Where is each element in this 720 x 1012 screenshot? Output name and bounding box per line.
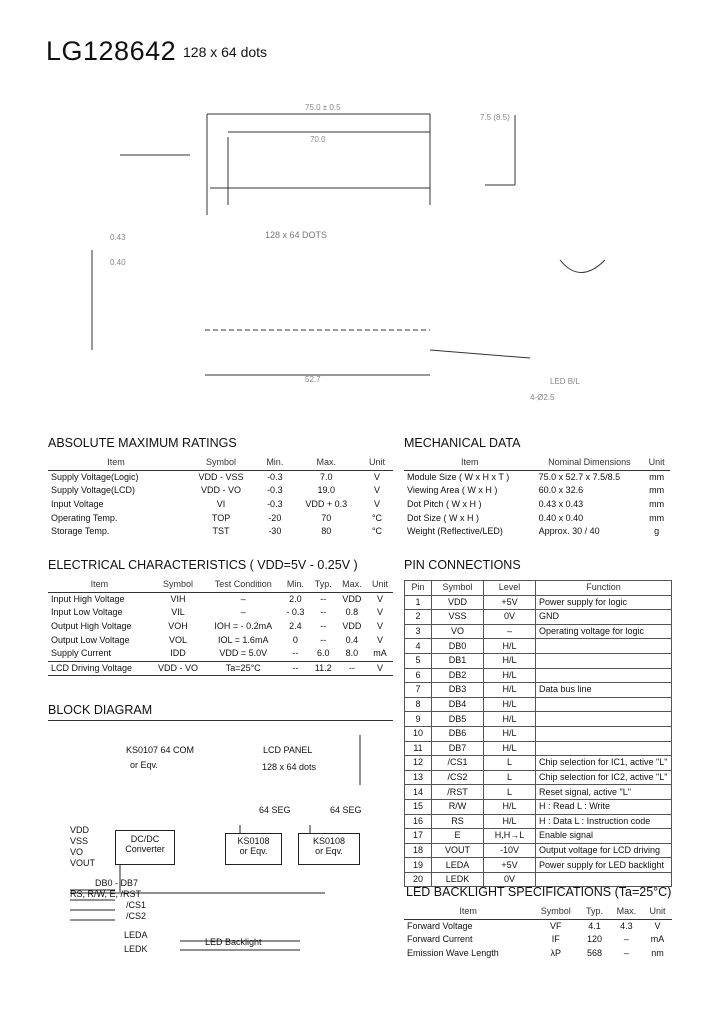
cell: 11.2 — [310, 661, 337, 676]
cell: 9 — [405, 712, 432, 727]
cell: 0V — [484, 610, 536, 625]
col-header: Unit — [643, 456, 670, 470]
cell: -0.3 — [267, 471, 283, 482]
cell: 0V — [484, 872, 536, 887]
table-row — [404, 511, 670, 525]
cell: V — [376, 634, 383, 645]
col-header: Symbol — [532, 905, 579, 919]
cell: 0.43 x 0.43 — [538, 499, 584, 510]
cell: VDD — [342, 621, 362, 632]
cell: V — [376, 607, 383, 618]
table-row — [405, 668, 672, 683]
cell: Emission Wave Length — [407, 948, 499, 959]
cell: Approx. 30 / 40 — [538, 526, 600, 537]
cell: -- — [281, 647, 309, 661]
vo-label: VO — [70, 847, 84, 857]
col-header: Max. — [610, 905, 643, 919]
cell: LEDK — [432, 872, 484, 887]
ledk-label: LEDK — [124, 944, 148, 954]
table-row — [405, 697, 672, 712]
cell: 19 — [405, 858, 432, 873]
block-title: BLOCK DIAGRAM — [48, 703, 153, 717]
cell: 4 — [405, 639, 432, 654]
cell: VDD = 5.0V — [205, 647, 281, 661]
table-row — [405, 843, 672, 858]
dim-pitch: 0.43 — [110, 233, 126, 242]
divider — [48, 720, 393, 721]
db-label: DB0 - DB7 — [95, 878, 139, 888]
cell: VDD — [342, 593, 362, 604]
seg-ic1-label: KS0108 — [237, 836, 270, 846]
col-header: Item — [404, 456, 536, 470]
cell: /RST — [432, 785, 484, 800]
page-subtitle: 128 x 64 dots — [183, 44, 268, 60]
cell — [536, 712, 672, 727]
table-row — [404, 484, 670, 498]
cell: 60.0 x 32.6 — [538, 485, 584, 496]
cell: 1 — [405, 595, 432, 610]
com-driver-label: KS0107 64 COM — [126, 745, 195, 755]
hole-note: 4-Ø2.5 — [530, 393, 555, 402]
cell: 6.0 — [310, 647, 337, 661]
cell: VOH — [168, 621, 188, 632]
cell: Power supply for LED backlight — [536, 858, 672, 873]
cell: H/L — [484, 799, 536, 814]
ctrl-label: RS, R/W, E, /RST — [70, 889, 142, 899]
cell: DB5 — [432, 712, 484, 727]
col-header: Item — [404, 905, 532, 919]
cell: DB2 — [432, 668, 484, 683]
cell: VDD - VO — [151, 661, 205, 676]
cell: Data bus line — [536, 683, 672, 698]
dim-width-inner: 70.0 — [310, 135, 326, 144]
cell: Forward Voltage — [407, 920, 473, 931]
cell: 3 — [405, 624, 432, 639]
cell: H : Data L : Instruction code — [536, 814, 672, 829]
cell: – — [623, 948, 629, 959]
cell: V — [373, 485, 380, 496]
cell — [536, 726, 672, 741]
com-eqv-label: or Eqv. — [130, 760, 158, 770]
cell: 18 — [405, 843, 432, 858]
col-header: Unit — [361, 456, 393, 470]
table-row — [405, 726, 672, 741]
table-row — [405, 639, 672, 654]
cell: GND — [536, 610, 672, 625]
seg-ic2-eqv: or Eqv. — [315, 846, 343, 856]
cell: H/L — [484, 653, 536, 668]
table-row — [404, 470, 670, 484]
table-row — [404, 498, 670, 512]
cell: V — [373, 471, 380, 482]
dim-size: 0.40 — [110, 258, 126, 267]
cell: VDD - VSS — [198, 471, 244, 482]
cell: Storage Temp. — [51, 526, 110, 537]
cell: g — [654, 526, 660, 537]
table-row — [405, 785, 672, 800]
cell: 5 — [405, 653, 432, 668]
led-table — [404, 905, 672, 960]
cell: – — [484, 624, 536, 639]
cell: 13 — [405, 770, 432, 785]
col-header: Unit — [643, 905, 672, 919]
cell: Forward Current — [407, 934, 473, 945]
leda-label: LEDA — [124, 930, 148, 940]
cell: H/L — [484, 668, 536, 683]
cs2-label: /CS2 — [126, 911, 147, 921]
cell: -- — [320, 593, 327, 604]
cell: Ta=25°C — [205, 661, 281, 676]
table-row — [48, 606, 393, 620]
elec-table — [48, 578, 393, 676]
table-row — [405, 712, 672, 727]
table-row — [48, 470, 393, 484]
cell: Enable signal — [536, 829, 672, 844]
table-row — [48, 525, 393, 539]
col-header: Symbol — [432, 581, 484, 596]
cell: Input Voltage — [51, 499, 104, 510]
cell: Module Size ( W x H x T ) — [407, 471, 510, 482]
led-title: LED BACKLIGHT SPECIFICATIONS (Ta=25°C) — [406, 885, 672, 899]
cell: -- — [320, 621, 327, 632]
vss-label: VSS — [70, 836, 89, 846]
cell — [536, 639, 672, 654]
cell: mA — [367, 647, 393, 661]
elec-title: ELECTRICAL CHARACTERISTICS ( VDD=5V - 0.25V ) — [48, 558, 358, 572]
cell: 4.1 — [588, 920, 601, 931]
table-row — [404, 919, 672, 933]
table-row — [48, 620, 393, 634]
abs-max-table — [48, 456, 393, 539]
cell: VIL — [171, 607, 185, 618]
cell: 20 — [405, 872, 432, 887]
table-row — [405, 829, 672, 844]
col-header: Max. — [337, 578, 367, 592]
cell: H/L — [484, 726, 536, 741]
cell: Output Low Voltage — [51, 634, 130, 645]
mechanical-drawing — [80, 100, 680, 410]
cell: 0.8 — [345, 607, 359, 618]
cell: /CS1 — [432, 756, 484, 771]
table-row — [48, 484, 393, 498]
cell: Viewing Area ( W x H ) — [407, 485, 498, 496]
cell — [536, 653, 672, 668]
cell: 0.40 x 0.40 — [538, 512, 584, 523]
cell: V — [367, 661, 393, 676]
dcdc-converter-block — [115, 830, 175, 865]
cell: 2 — [405, 610, 432, 625]
cell: nm — [651, 948, 664, 959]
cell: DB6 — [432, 726, 484, 741]
col-header: Nominal Dimensions — [536, 456, 644, 470]
cell: 14 — [405, 785, 432, 800]
table-row — [405, 858, 672, 873]
cell: 8 — [405, 697, 432, 712]
cell: 0 — [292, 634, 298, 645]
table-row — [48, 633, 393, 647]
ks0108-block-1 — [225, 833, 282, 865]
cell: 8.0 — [337, 647, 367, 661]
col-header: Item — [48, 578, 151, 592]
cell: VF — [550, 920, 562, 931]
col-header: Min. — [258, 456, 291, 470]
cell: 80 — [321, 526, 332, 537]
backlight-label: LED Backlight — [205, 937, 262, 947]
cell: Input Low Voltage — [51, 607, 123, 618]
col-header: Pin — [405, 581, 432, 596]
col-header: Min. — [281, 578, 309, 592]
cell: +5V — [484, 595, 536, 610]
col-header: Unit — [367, 578, 393, 592]
cell: +5V — [484, 858, 536, 873]
cell: Output voltage for LCD driving — [536, 843, 672, 858]
cell: mm — [649, 471, 665, 482]
abs-max-title: ABSOLUTE MAXIMUM RATINGS — [48, 436, 237, 450]
cell: DB7 — [432, 741, 484, 756]
col-header: Function — [536, 581, 672, 596]
cell: Power supply for logic — [536, 595, 672, 610]
table-row — [405, 756, 672, 771]
drawing-curve — [560, 260, 605, 273]
cs1-label: /CS1 — [126, 900, 147, 910]
cell: VOL — [169, 634, 188, 645]
cell: 75.0 x 52.7 x 7.5/8.5 — [538, 471, 621, 482]
cell: Dot Size ( W x H ) — [407, 512, 480, 523]
cell: H,H→L — [484, 829, 536, 844]
cell: H/L — [484, 639, 536, 654]
cell: 2.0 — [289, 593, 302, 604]
cell: V — [376, 621, 383, 632]
pins-table — [404, 580, 672, 887]
cell: -- — [320, 607, 327, 618]
cell: RS — [432, 814, 484, 829]
cell: Weight (Reflective/LED) — [407, 526, 503, 537]
cell: Supply Voltage(LCD) — [51, 485, 136, 496]
cell: Chip selection for IC1, active "L" — [536, 756, 672, 771]
cell: -- — [281, 661, 309, 676]
cell: Dot Pitch ( W x H ) — [407, 499, 482, 510]
cell: TOP — [211, 512, 231, 523]
seg1-label: 64 SEG — [259, 805, 291, 815]
cell: IOH = - 0.2mA — [214, 621, 273, 632]
cell: Operating voltage for logic — [536, 624, 672, 639]
cell: L — [484, 785, 536, 800]
col-header: Typ. — [310, 578, 337, 592]
cell: H/L — [484, 683, 536, 698]
cell: VI — [216, 499, 226, 510]
cell: VDD — [432, 595, 484, 610]
cell: -- — [337, 661, 367, 676]
cell: -30 — [268, 526, 282, 537]
cell: H/L — [484, 712, 536, 727]
table-row — [405, 595, 672, 610]
col-header: Item — [48, 456, 184, 470]
cell: VDD + 0.3 — [305, 499, 348, 510]
col-header: Level — [484, 581, 536, 596]
cell: 7.0 — [320, 471, 333, 482]
cell: 15 — [405, 799, 432, 814]
cell: °C — [371, 526, 383, 537]
cell: – — [623, 934, 629, 945]
cell: – — [240, 593, 246, 604]
dim-height: 52.7 — [305, 375, 321, 384]
cell: IDD — [151, 647, 205, 661]
col-header: Symbol — [184, 456, 258, 470]
cell: 16 — [405, 814, 432, 829]
ks0108-block-2 — [298, 833, 360, 865]
cell: -0.3 — [267, 485, 283, 496]
cell: DB0 — [432, 639, 484, 654]
table-row — [405, 653, 672, 668]
table-row — [404, 525, 670, 539]
cell: 11 — [405, 741, 432, 756]
table-row — [48, 661, 393, 676]
cell: 10 — [405, 726, 432, 741]
cell: -0.3 — [267, 499, 283, 510]
cell: IOL = 1.6mA — [218, 634, 269, 645]
cell — [536, 697, 672, 712]
cell: IF — [551, 934, 560, 945]
table-row — [405, 799, 672, 814]
cell: E — [432, 829, 484, 844]
cell: 0.4 — [345, 634, 359, 645]
mech-table — [404, 456, 670, 539]
cell: VSS — [432, 610, 484, 625]
col-header: Max. — [292, 456, 361, 470]
cell: H/L — [484, 814, 536, 829]
table-row — [405, 814, 672, 829]
pins-title: PIN CONNECTIONS — [404, 558, 521, 572]
cell: 17 — [405, 829, 432, 844]
cell: – — [240, 607, 246, 618]
table-row — [405, 741, 672, 756]
table-row — [48, 511, 393, 525]
cell: mm — [649, 512, 665, 523]
col-header: Typ. — [579, 905, 609, 919]
cell: VO — [432, 624, 484, 639]
cell: 120 — [587, 934, 603, 945]
cell: VIH — [170, 593, 186, 604]
cell: Input High Voltage — [51, 593, 125, 604]
cell: DB3 — [432, 683, 484, 698]
cell: mm — [649, 485, 665, 496]
table-row — [405, 770, 672, 785]
cell — [536, 668, 672, 683]
seg-ic1-eqv: or Eqv. — [239, 846, 268, 856]
cell: 6 — [405, 668, 432, 683]
cell: Supply Current — [48, 647, 151, 661]
cell: °C — [371, 512, 383, 523]
cell: 2.4 — [289, 621, 302, 632]
page-title: LG128642 — [46, 36, 177, 66]
dots-label: 128 x 64 DOTS — [265, 230, 328, 240]
cell: Operating Temp. — [51, 512, 118, 523]
table-row — [405, 683, 672, 698]
cell: mA — [650, 934, 665, 945]
cell: VDD - VO — [201, 485, 242, 496]
dim-thickness: 7.5 (8.5) — [480, 113, 510, 122]
cell: Supply Voltage(Logic) — [51, 471, 139, 482]
panel-dots-label: 128 x 64 dots — [262, 762, 317, 772]
col-header: Symbol — [151, 578, 205, 592]
cell: 12 — [405, 756, 432, 771]
cell: LCD Driving Voltage — [48, 661, 151, 676]
cell: V — [654, 920, 661, 931]
cell: 19.0 — [317, 485, 336, 496]
cell: LEDA — [432, 858, 484, 873]
cell: VOUT — [432, 843, 484, 858]
cell: λP — [550, 948, 562, 959]
table-row — [404, 947, 672, 961]
cell: H : Read L : Write — [536, 799, 672, 814]
cell: H/L — [484, 697, 536, 712]
dim-width: 75.0 ± 0.5 — [305, 103, 341, 112]
col-header: Test Condition — [205, 578, 281, 592]
seg-ic2-label: KS0108 — [312, 836, 346, 846]
seg2-label: 64 SEG — [330, 805, 362, 815]
cell: -20 — [268, 512, 282, 523]
cell: H/L — [484, 741, 536, 756]
cell — [536, 741, 672, 756]
cell: V — [376, 593, 383, 604]
drawing-line — [430, 350, 530, 358]
cell: /CS2 — [432, 770, 484, 785]
dcdc-label: DC/DC — [130, 834, 160, 844]
cell: 568 — [587, 948, 603, 959]
cell: - 0.3 — [286, 607, 305, 618]
table-row — [405, 610, 672, 625]
cell: -10V — [484, 843, 536, 858]
led-note: LED B/L — [550, 377, 580, 386]
cell: 4.3 — [620, 920, 633, 931]
cell: Output High Voltage — [51, 621, 132, 632]
cell: DB1 — [432, 653, 484, 668]
cell: DB4 — [432, 697, 484, 712]
vout-label: VOUT — [70, 858, 96, 868]
table-row — [48, 647, 393, 661]
panel-label: LCD PANEL — [263, 745, 313, 755]
cell: 7 — [405, 683, 432, 698]
cell: L — [484, 756, 536, 771]
cell: mm — [649, 499, 665, 510]
table-row — [48, 498, 393, 512]
cell: R/W — [432, 799, 484, 814]
mech-title: MECHANICAL DATA — [404, 436, 521, 450]
cell: Reset signal, active "L" — [536, 785, 672, 800]
table-row — [404, 933, 672, 947]
cell: TST — [212, 526, 230, 537]
converter-label: Converter — [125, 844, 165, 854]
cell: V — [373, 499, 380, 510]
cell: Chip selection for IC2, active "L" — [536, 770, 672, 785]
table-row — [48, 592, 393, 606]
cell: 70 — [321, 512, 332, 523]
vdd-label: VDD — [70, 825, 90, 835]
cell: L — [484, 770, 536, 785]
table-row — [405, 624, 672, 639]
cell: -- — [320, 634, 327, 645]
